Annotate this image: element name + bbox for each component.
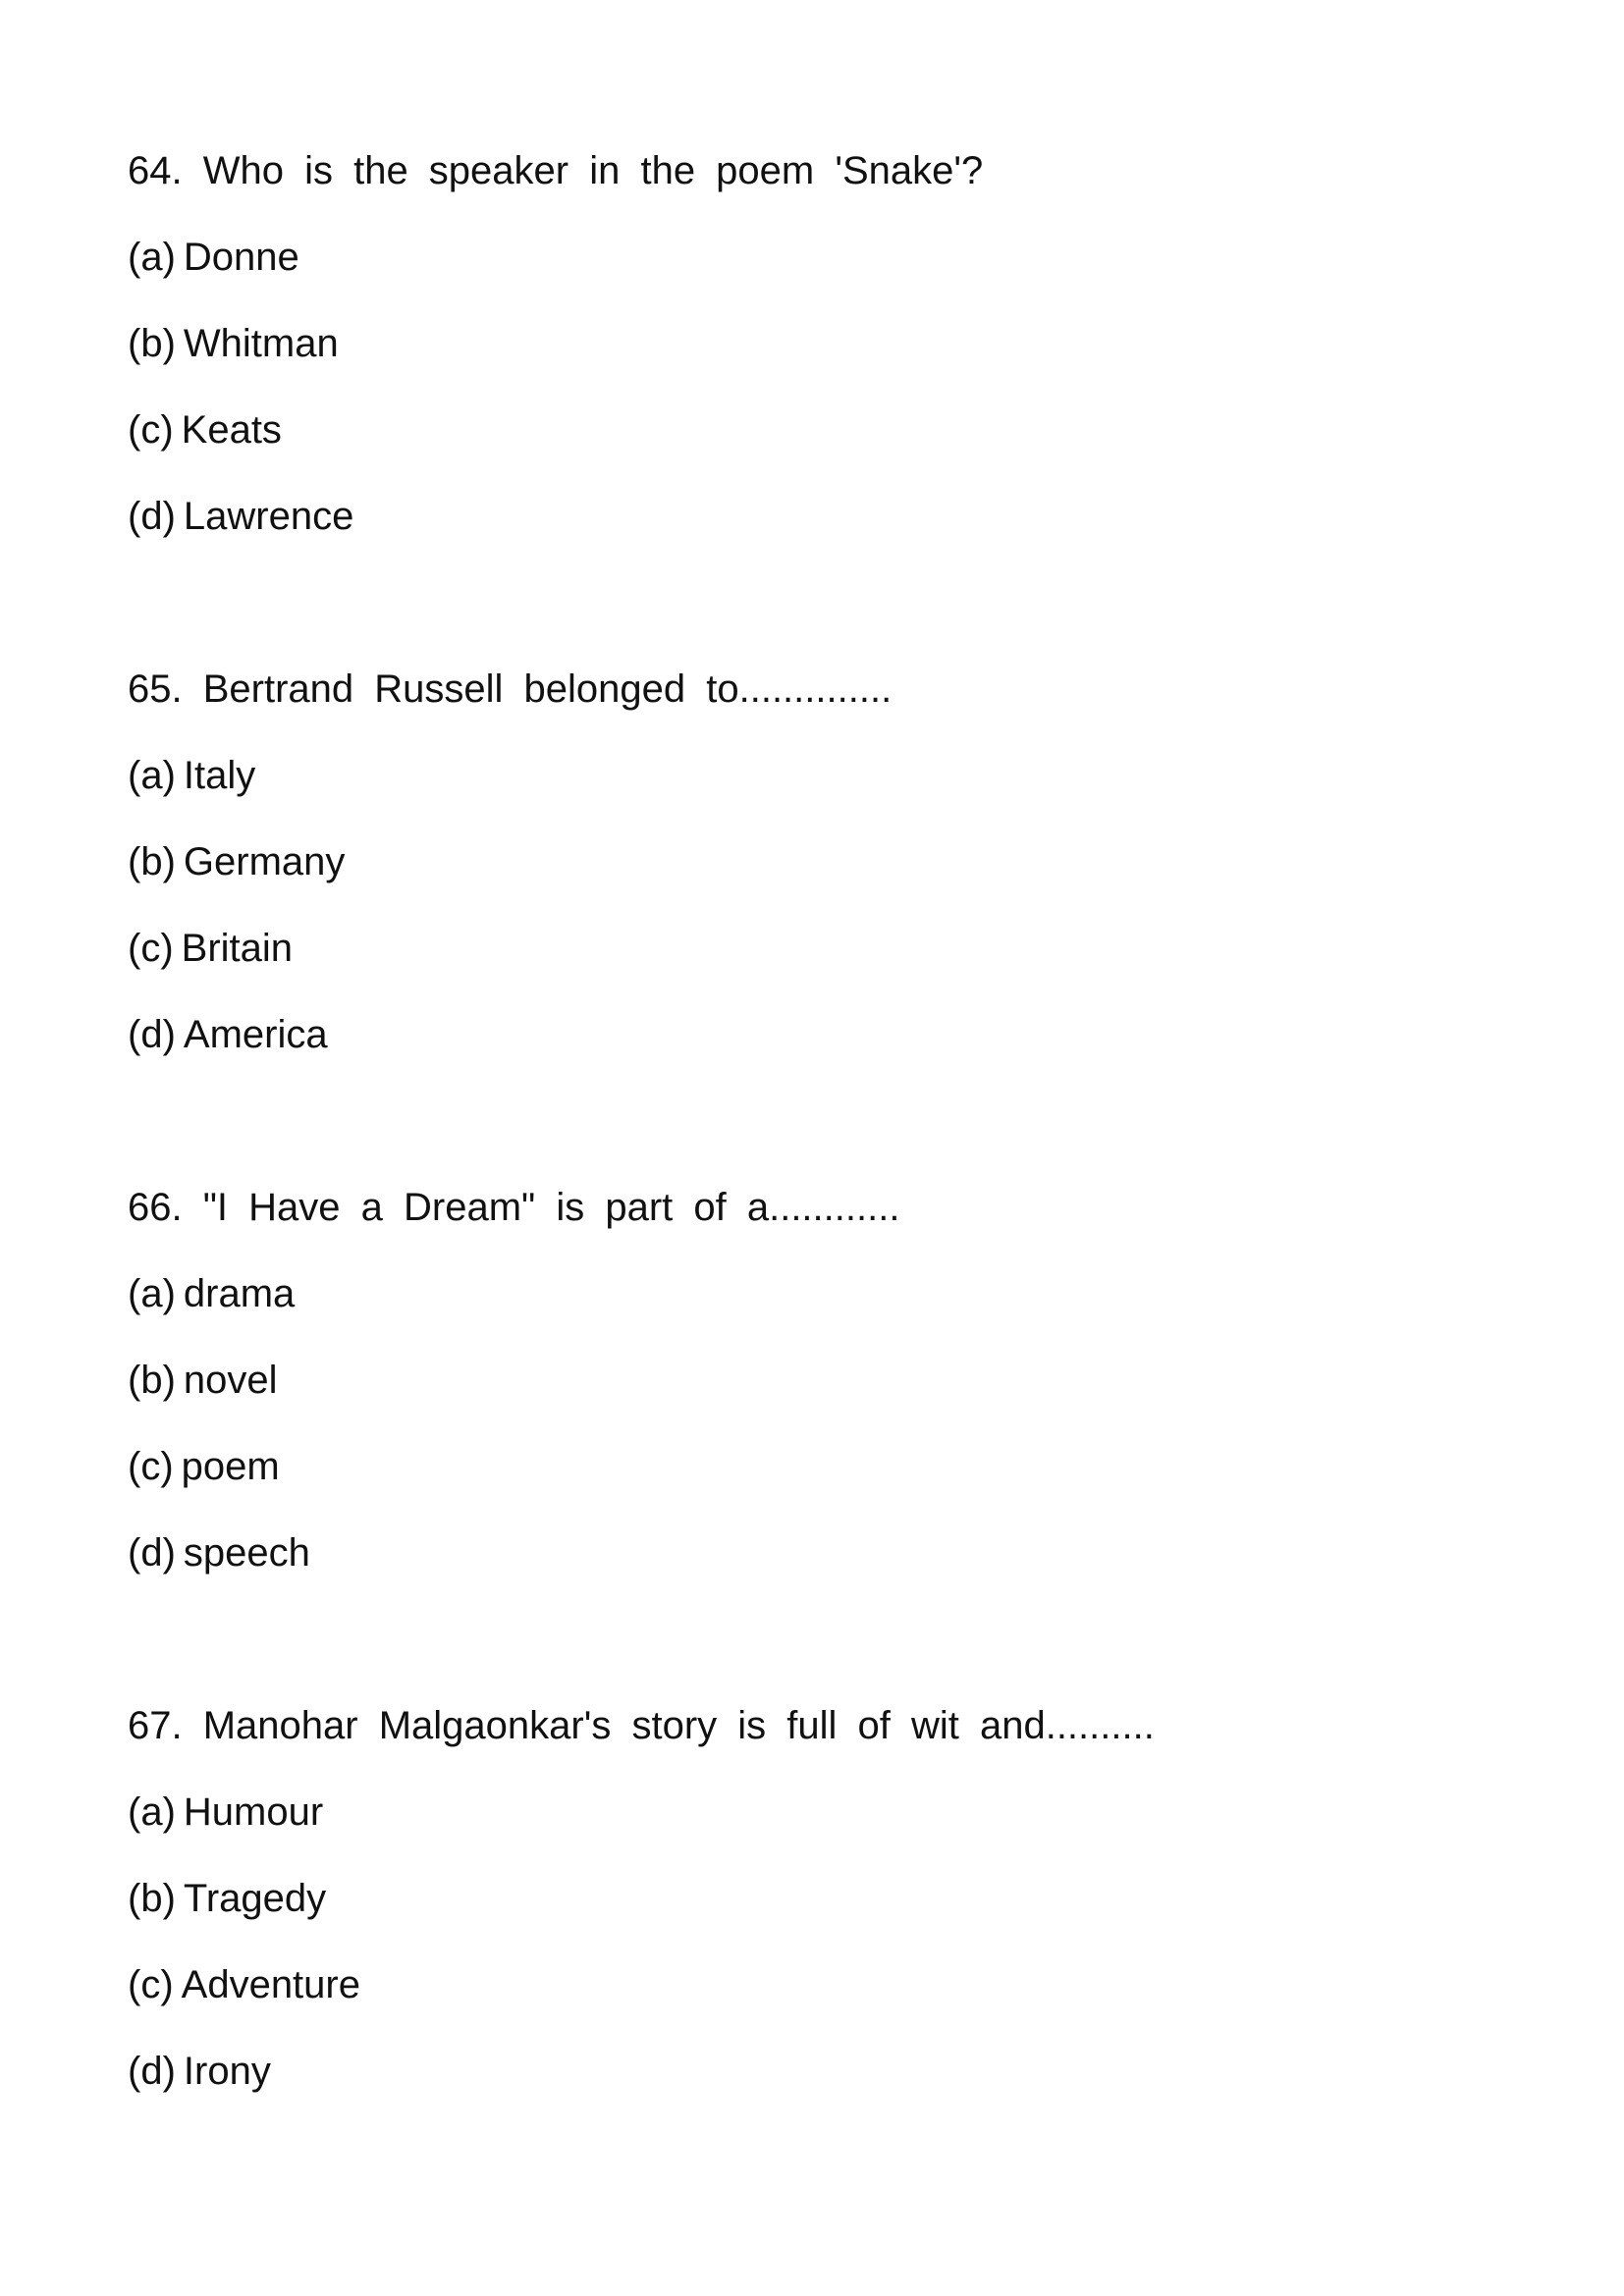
option-letter: (d) [128, 495, 176, 538]
option-text: Lawrence [183, 495, 354, 538]
option-text: Humour [183, 1790, 324, 1834]
answer-option [128, 1873, 1502, 1959]
answer-option [128, 1355, 1502, 1441]
option-text: Germany [183, 840, 346, 883]
option-letter: (a) [128, 236, 176, 279]
option-letter: (d) [128, 2050, 176, 2093]
option-text: Donne [183, 236, 299, 279]
option-letter: (c) [128, 408, 174, 452]
option-text: Keats [181, 408, 282, 452]
option-letter: (d) [128, 1013, 176, 1056]
question-block [128, 1182, 1502, 1614]
answer-option [128, 1268, 1502, 1355]
option-letter: (b) [128, 1877, 176, 1920]
question-block [128, 145, 1502, 577]
option-text: America [183, 1013, 328, 1056]
option-text: Adventure [181, 1963, 360, 2006]
option-text: Italy [183, 754, 256, 797]
option-text: speech [183, 1531, 310, 1575]
question-block [128, 664, 1502, 1095]
option-text: drama [183, 1272, 296, 1315]
answer-option [128, 836, 1502, 923]
answer-option [128, 750, 1502, 836]
option-text: poem [181, 1445, 280, 1488]
answer-option [128, 404, 1502, 491]
option-text: Irony [183, 2050, 271, 2093]
answer-option [128, 491, 1502, 577]
option-letter: (a) [128, 1790, 176, 1834]
option-text: Britain [181, 927, 294, 970]
option-letter: (c) [128, 927, 174, 970]
option-letter: (b) [128, 322, 176, 365]
answer-option [128, 1527, 1502, 1614]
answer-option [128, 1959, 1502, 2046]
option-text: Whitman [183, 322, 339, 365]
answer-option [128, 1009, 1502, 1095]
option-text: novel [183, 1359, 278, 1402]
option-letter: (a) [128, 754, 176, 797]
answer-option [128, 318, 1502, 404]
answer-option [128, 2046, 1502, 2132]
question-text: 66. "I Have a Dream" is part of a............ [128, 1186, 900, 1229]
question-text: 65. Bertrand Russell belonged to.............. [128, 667, 893, 711]
option-letter: (b) [128, 1359, 176, 1402]
option-letter: (c) [128, 1963, 174, 2006]
option-letter: (a) [128, 1272, 176, 1315]
option-text: Tragedy [183, 1877, 327, 1920]
option-letter: (c) [128, 1445, 174, 1488]
option-letter: (b) [128, 840, 176, 883]
answer-option [128, 923, 1502, 1009]
question-block [128, 1700, 1502, 2132]
question-text: 64. Who is the speaker in the poem 'Snake'? [128, 149, 984, 192]
option-letter: (d) [128, 1531, 176, 1575]
answer-option [128, 1787, 1502, 1873]
answer-option [128, 232, 1502, 318]
answer-option [128, 1441, 1502, 1527]
question-text: 67. Manohar Malgaonkar's story is full of wit and.......... [128, 1704, 1155, 1747]
